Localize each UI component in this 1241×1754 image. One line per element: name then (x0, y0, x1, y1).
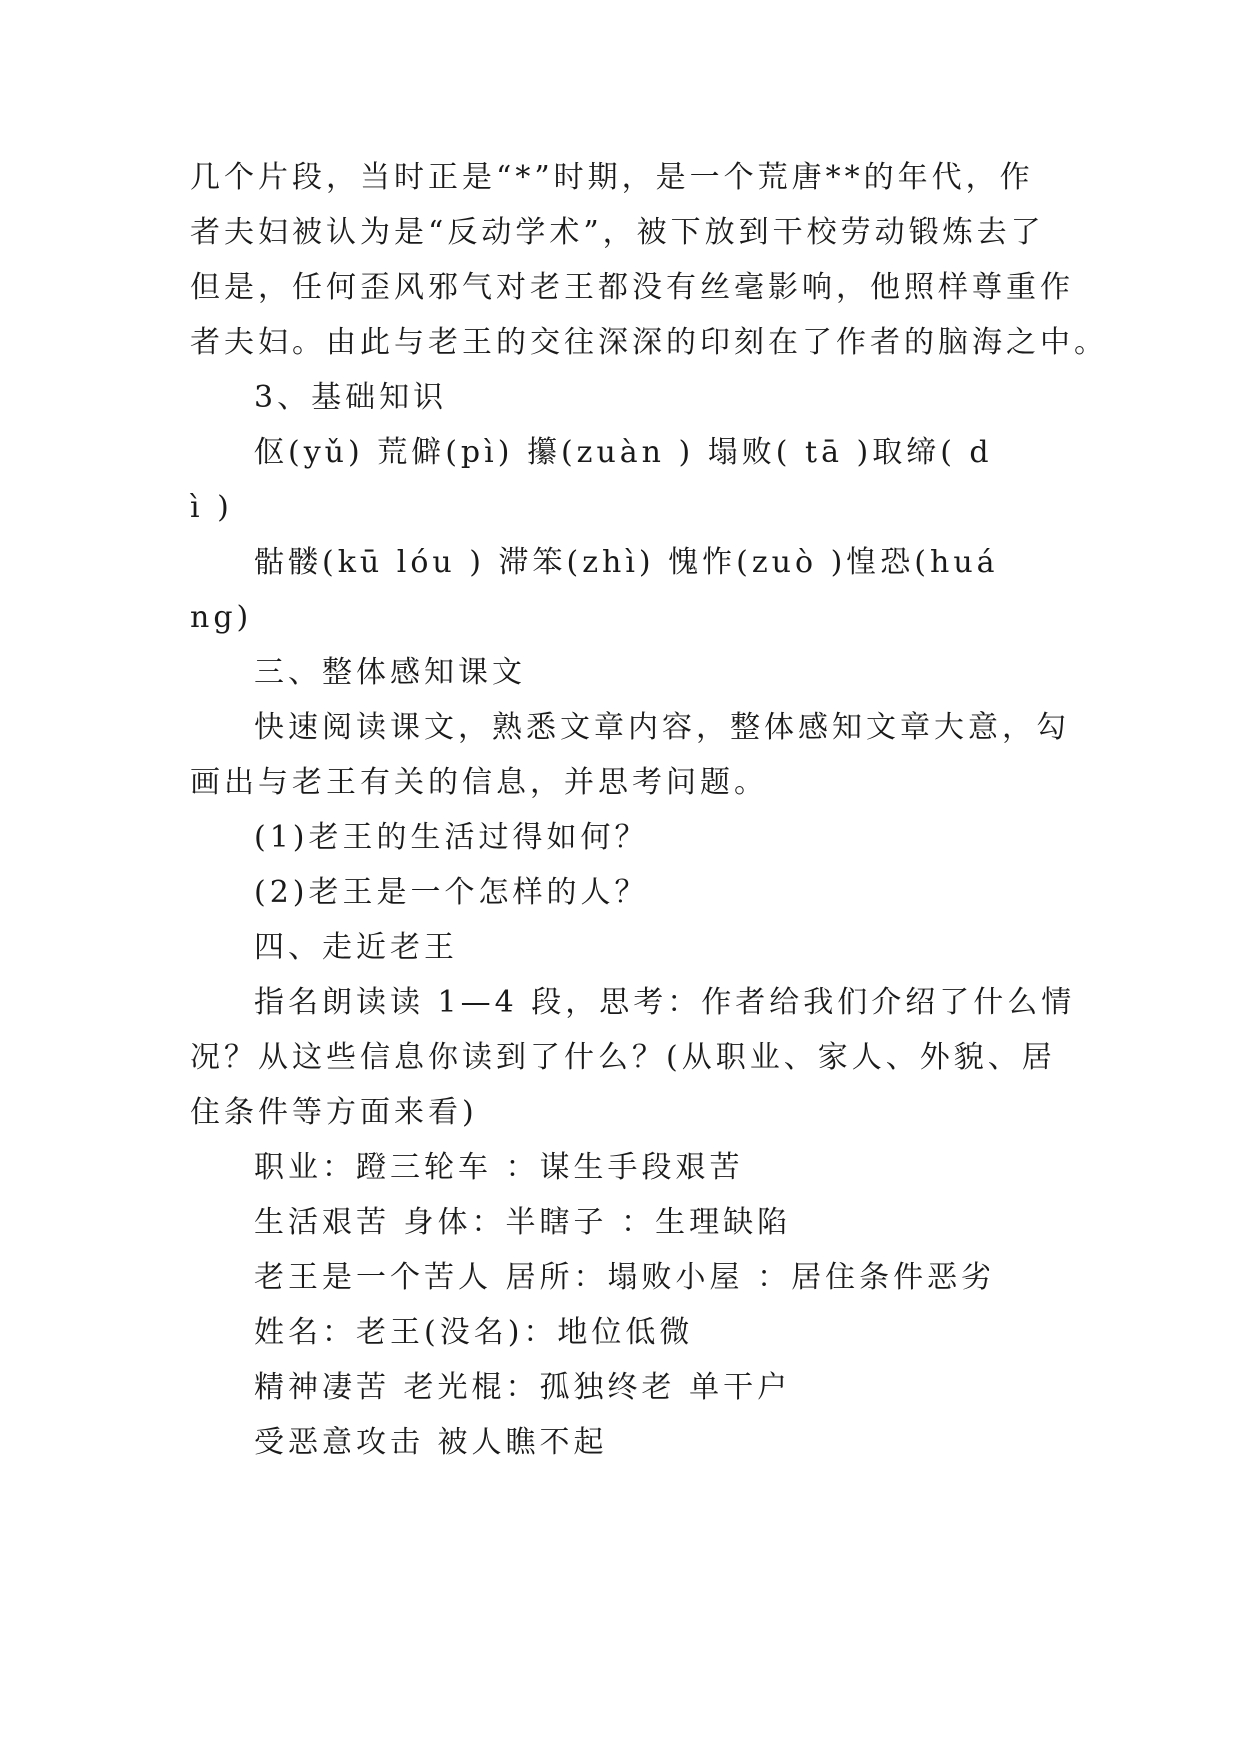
question-item: (2)老王是一个怎样的人？ (254, 875, 649, 910)
document-page (190, 158, 1108, 1718)
section-heading: 3、基础知识 (254, 380, 448, 415)
text-line: 画出与老王有关的信息，并思考问题。 (190, 765, 768, 800)
summary-line: 精神凄苦 老光棍：孤独终老 单干户 (254, 1370, 792, 1405)
text-line: 者夫妇被认为是“反动学术”，被下放到干校劳动锻炼去了 (190, 215, 1045, 250)
vocab-line: ng) (190, 600, 253, 635)
summary-line: 受恶意攻击 被人瞧不起 (254, 1425, 608, 1460)
section-heading: 四、走近老王 (254, 930, 458, 965)
summary-line: 职业：蹬三轮车 ：谋生手段艰苦 (254, 1150, 744, 1185)
summary-line: 生活艰苦 身体：半瞎子 ：生理缺陷 (254, 1205, 792, 1240)
text-line: 况？从这些信息你读到了什么？(从职业、家人、外貌、居 (190, 1040, 1056, 1075)
text-line: 但是，任何歪风邪气对老王都没有丝毫影响，他照样尊重作 (190, 270, 1074, 305)
vocab-line: 骷髅(kū lóu ) 滞笨(zhì) 愧怍(zuò )惶恐(huá (254, 545, 999, 580)
question-item: (1)老王的生活过得如何？ (254, 820, 649, 855)
text-line: 几个片段，当时正是“*”时期，是一个荒唐**的年代，作 (190, 160, 1034, 195)
text-line: 者夫妇。由此与老王的交往深深的印刻在了作者的脑海之中。 (190, 325, 1108, 360)
text-line: 住条件等方面来看) (190, 1095, 478, 1130)
text-line: 快速阅读课文，熟悉文章内容，整体感知文章大意，勾 (254, 710, 1070, 745)
section-heading: 三、整体感知课文 (254, 655, 526, 690)
text-line: 指名朗读读 1—4 段，思考：作者给我们介绍了什么情 (254, 985, 1076, 1020)
summary-line: 姓名：老王(没名)：地位低微 (254, 1315, 694, 1350)
summary-line: 老王是一个苦人 居所：塌败小屋 ：居住条件恶劣 (254, 1260, 996, 1295)
vocab-line: ì ) (190, 490, 233, 525)
vocab-line: 伛(yǔ) 荒僻(pì) 攥(zuàn ) 塌败( tā )取缔( d (254, 435, 993, 470)
